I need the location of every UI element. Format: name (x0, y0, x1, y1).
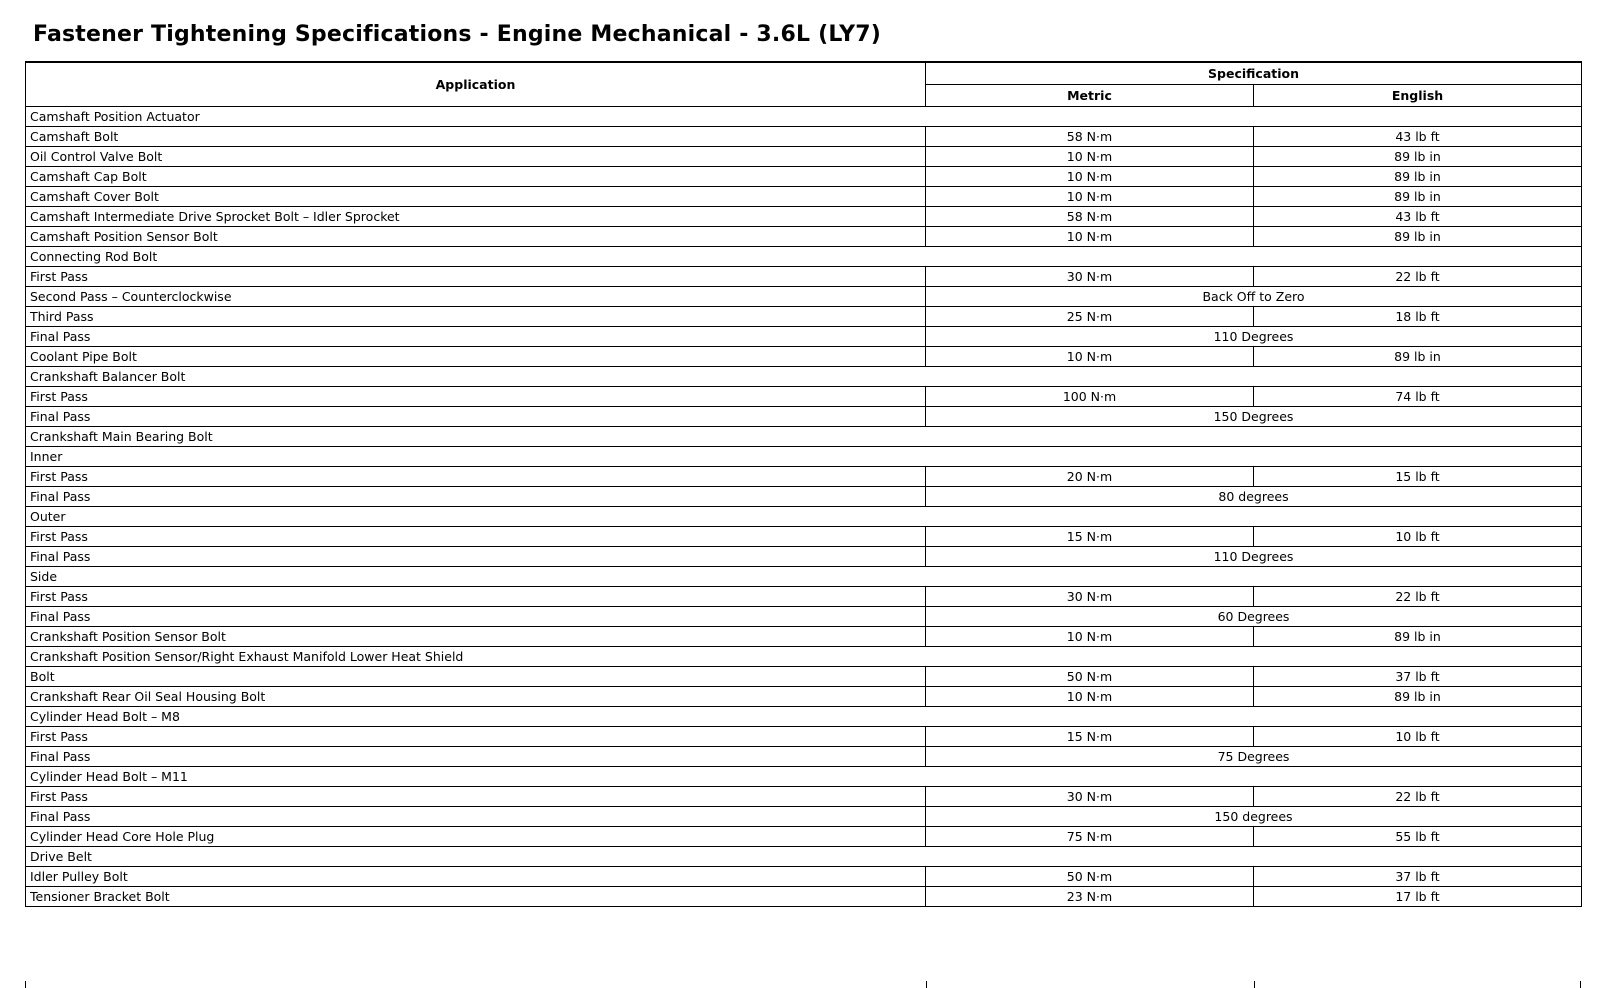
table-row (26, 807, 1582, 827)
english-cell: 15 lb ft (1254, 467, 1582, 487)
english-cell: 89 lb in (1254, 147, 1582, 167)
specification-cell: 150 degrees (926, 807, 1582, 827)
metric-cell: 100 N·m (926, 387, 1254, 407)
group-label: Connecting Rod Bolt (26, 247, 1582, 267)
metric-header: Metric (926, 85, 1254, 107)
spec-table (25, 61, 1582, 907)
english-cell: 18 lb ft (1254, 307, 1582, 327)
table-row (26, 607, 1582, 627)
application-cell: First Pass (26, 587, 926, 607)
specification-header: Specification (926, 62, 1582, 85)
metric-cell: 30 N·m (926, 267, 1254, 287)
table-row (26, 347, 1582, 367)
application-cell: Camshaft Bolt (26, 127, 926, 147)
table-row (26, 167, 1582, 187)
application-cell: Camshaft Position Sensor Bolt (26, 227, 926, 247)
english-cell: 10 lb ft (1254, 727, 1582, 747)
application-header: Application (26, 62, 926, 107)
table-row (26, 547, 1582, 567)
group-row (26, 367, 1582, 387)
metric-cell: 15 N·m (926, 727, 1254, 747)
application-cell: Second Pass – Counterclockwise (26, 287, 926, 307)
application-cell: Crankshaft Position Sensor Bolt (26, 627, 926, 647)
group-row (26, 247, 1582, 267)
group-label: Cylinder Head Bolt – M8 (26, 707, 1582, 727)
group-row (26, 567, 1582, 587)
english-cell: 22 lb ft (1254, 267, 1582, 287)
group-label: Crankshaft Position Sensor/Right Exhaust Manifold Lower Heat Shield (26, 647, 1582, 667)
table-row (26, 787, 1582, 807)
table-row (26, 587, 1582, 607)
table-row (26, 327, 1582, 347)
metric-cell: 10 N·m (926, 627, 1254, 647)
table-row (26, 687, 1582, 707)
group-row (26, 427, 1582, 447)
group-row (26, 647, 1582, 667)
application-cell: Final Pass (26, 327, 926, 347)
specification-cell: Back Off to Zero (926, 287, 1582, 307)
metric-cell: 58 N·m (926, 207, 1254, 227)
application-cell: First Pass (26, 387, 926, 407)
application-cell: Crankshaft Rear Oil Seal Housing Bolt (26, 687, 926, 707)
english-cell: 55 lb ft (1254, 827, 1582, 847)
application-cell: Final Pass (26, 487, 926, 507)
english-cell: 89 lb in (1254, 627, 1582, 647)
table-row (26, 307, 1582, 327)
english-cell: 22 lb ft (1254, 787, 1582, 807)
specification-cell: 75 Degrees (926, 747, 1582, 767)
group-label: Inner (26, 447, 1582, 467)
specification-cell: 80 degrees (926, 487, 1582, 507)
group-row (26, 767, 1582, 787)
english-cell: 37 lb ft (1254, 667, 1582, 687)
group-label: Crankshaft Balancer Bolt (26, 367, 1582, 387)
table-row (26, 227, 1582, 247)
english-cell: 74 lb ft (1254, 387, 1582, 407)
english-cell: 10 lb ft (1254, 527, 1582, 547)
table-row (26, 467, 1582, 487)
english-cell: 43 lb ft (1254, 207, 1582, 227)
table-row (26, 727, 1582, 747)
metric-cell: 23 N·m (926, 887, 1254, 907)
table-row (26, 527, 1582, 547)
table-row (26, 127, 1582, 147)
application-cell: Final Pass (26, 547, 926, 567)
metric-cell: 10 N·m (926, 687, 1254, 707)
group-label: Crankshaft Main Bearing Bolt (26, 427, 1582, 447)
metric-cell: 10 N·m (926, 347, 1254, 367)
specification-cell: 110 Degrees (926, 547, 1582, 567)
metric-cell: 15 N·m (926, 527, 1254, 547)
group-label: Cylinder Head Bolt – M11 (26, 767, 1582, 787)
english-cell: 89 lb in (1254, 187, 1582, 207)
table-row (26, 187, 1582, 207)
application-cell: First Pass (26, 787, 926, 807)
metric-cell: 50 N·m (926, 667, 1254, 687)
metric-cell: 10 N·m (926, 187, 1254, 207)
application-cell: First Pass (26, 267, 926, 287)
table-row (26, 387, 1582, 407)
application-cell: First Pass (26, 467, 926, 487)
english-cell: 89 lb in (1254, 227, 1582, 247)
group-label: Side (26, 567, 1582, 587)
application-cell: Final Pass (26, 807, 926, 827)
table-row (26, 827, 1582, 847)
group-row (26, 707, 1582, 727)
group-label: Drive Belt (26, 847, 1582, 867)
specification-cell: 60 Degrees (926, 607, 1582, 627)
metric-cell: 30 N·m (926, 787, 1254, 807)
metric-cell: 50 N·m (926, 867, 1254, 887)
english-cell: 22 lb ft (1254, 587, 1582, 607)
table-row (26, 207, 1582, 227)
table-row (26, 747, 1582, 767)
metric-cell: 20 N·m (926, 467, 1254, 487)
english-cell: 17 lb ft (1254, 887, 1582, 907)
application-cell: First Pass (26, 527, 926, 547)
table-row (26, 147, 1582, 167)
application-cell: Cylinder Head Core Hole Plug (26, 827, 926, 847)
metric-cell: 10 N·m (926, 147, 1254, 167)
application-cell: Coolant Pipe Bolt (26, 347, 926, 367)
group-label: Outer (26, 507, 1582, 527)
metric-cell: 58 N·m (926, 127, 1254, 147)
table-continuation-edge (25, 981, 1581, 988)
application-cell: Camshaft Cap Bolt (26, 167, 926, 187)
group-row (26, 507, 1582, 527)
group-row (26, 107, 1582, 127)
metric-cell: 10 N·m (926, 167, 1254, 187)
metric-cell: 10 N·m (926, 227, 1254, 247)
table-row (26, 667, 1582, 687)
table-row (26, 287, 1582, 307)
group-label: Camshaft Position Actuator (26, 107, 1582, 127)
group-row (26, 847, 1582, 867)
application-cell: Oil Control Valve Bolt (26, 147, 926, 167)
application-cell: First Pass (26, 727, 926, 747)
english-cell: 37 lb ft (1254, 867, 1582, 887)
table-row (26, 407, 1582, 427)
metric-cell: 30 N·m (926, 587, 1254, 607)
metric-cell: 75 N·m (926, 827, 1254, 847)
english-cell: 89 lb in (1254, 167, 1582, 187)
spec-table-body (26, 107, 1582, 907)
table-row (26, 487, 1582, 507)
application-cell: Final Pass (26, 407, 926, 427)
english-cell: 89 lb in (1254, 687, 1582, 707)
application-cell: Third Pass (26, 307, 926, 327)
application-cell: Final Pass (26, 607, 926, 627)
application-cell: Idler Pulley Bolt (26, 867, 926, 887)
table-row (26, 867, 1582, 887)
table-row (26, 627, 1582, 647)
english-cell: 43 lb ft (1254, 127, 1582, 147)
specification-cell: 150 Degrees (926, 407, 1582, 427)
page-title: Fastener Tightening Specifications - Engine Mechanical - 3.6L (LY7) (33, 22, 882, 47)
table-row (26, 887, 1582, 907)
english-cell: 89 lb in (1254, 347, 1582, 367)
english-header: English (1254, 85, 1582, 107)
specification-cell: 110 Degrees (926, 327, 1582, 347)
application-cell: Bolt (26, 667, 926, 687)
application-cell: Tensioner Bracket Bolt (26, 887, 926, 907)
application-cell: Camshaft Cover Bolt (26, 187, 926, 207)
application-cell: Camshaft Intermediate Drive Sprocket Bolt – Idler Sprocket (26, 207, 926, 227)
spec-table-header (26, 62, 1582, 107)
metric-cell: 25 N·m (926, 307, 1254, 327)
table-row (26, 267, 1582, 287)
group-row (26, 447, 1582, 467)
application-cell: Final Pass (26, 747, 926, 767)
